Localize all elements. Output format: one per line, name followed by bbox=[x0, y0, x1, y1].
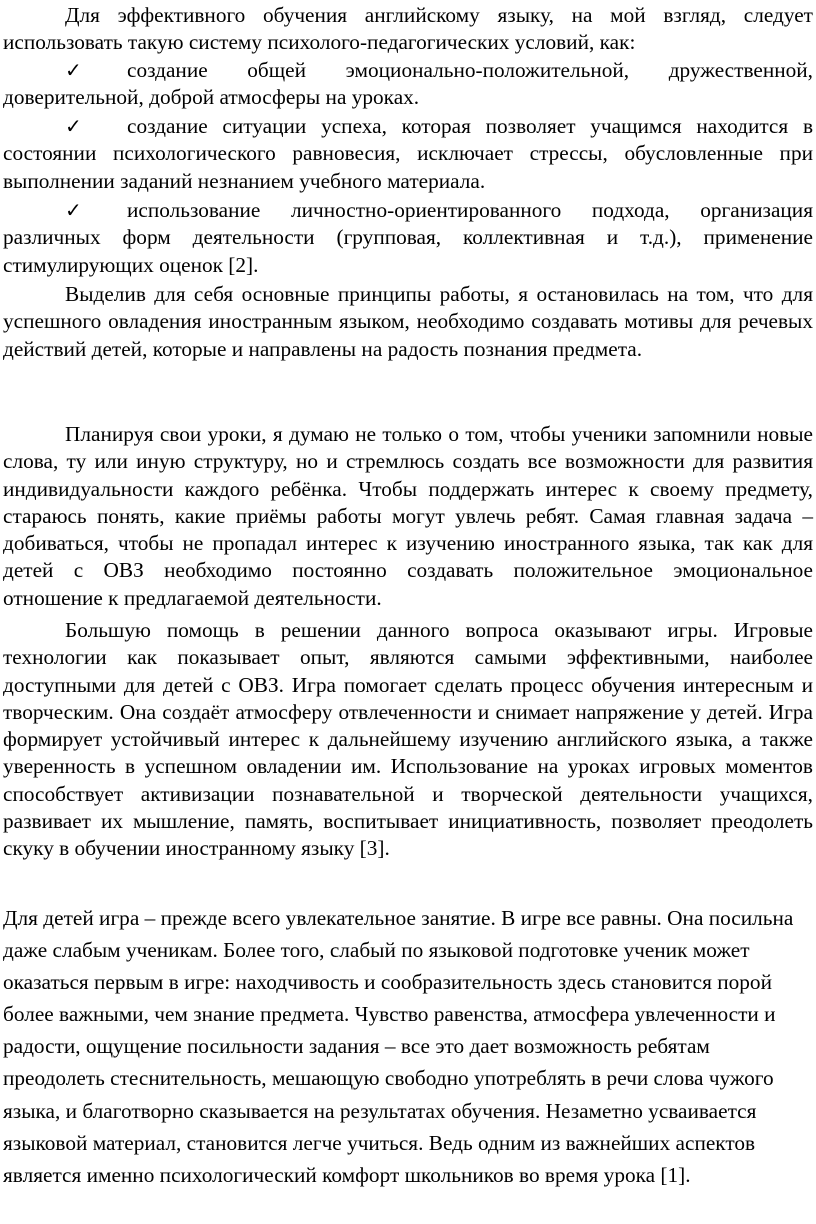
bullet-text: создание общей эмоционально-положительной, дружественной, доверительной, доброй атмосферы на уроках. bbox=[3, 58, 813, 110]
paragraph-games: Большую помощь в решении данного вопроса оказывают игры. Игровые технологии как показывает опыт, являются самыми эффективными, наиболее доступными для детей с ОВЗ. Игра помогает сделать процесс обучения интересным и творческим. Она создаёт атмосферу отвлеченности и снимает напряжение у детей. Игра формирует устойчивый интерес к дальнейшему изучению английского языка, а также уверенность в успешном овладении им. Использование на уроках игровых моментов способствует активизации познавательной и творческой деятельности учащихся, развивает их мышление, память, воспитывает инициативность, позволяет преодолеть скуку в обучении иностранному языку [3]. bbox=[3, 618, 813, 861]
paragraph-intro: Для эффективного обучения английскому языку, на мой взгляд, следует использовать такую систему психолого-педагогических условий, как: bbox=[3, 3, 813, 55]
checkmark-icon: ✓ bbox=[65, 114, 82, 138]
bullet-item-approach bbox=[3, 197, 813, 279]
paragraph-game-benefits: Для детей игра – прежде всего увлекательное занятие. В игре все равны. Она посильна даже слабым ученикам. Более того, слабый по языковой подготовке ученик может оказаться первым в игре: находчивость и сообразительность здесь становится порой более важными, чем знание предмета. Чувство равенства, атмосфера увлеченности и радости, ощущение посильности задания – все это дает возможность ребятам преодолеть стеснительность, мешающую свободно употреблять в речи слова чужого языка, и благотворно сказывается на результатах обучения. Незаметно усваивается языковой материал, становится легче учиться. Ведь одним из важнейших аспектов является именно психологический комфорт школьников во время урока [1]. bbox=[3, 906, 794, 1187]
checkmark-icon: ✓ bbox=[65, 198, 82, 222]
bullet-item-atmosphere bbox=[3, 57, 813, 112]
bullet-text: использование личностно-ориентированного подхода, организация различных форм деятельности (групповая, коллективная и т.д.), применение стимулирующих оценок [2]. bbox=[3, 198, 813, 277]
bullet-text: создание ситуации успеха, которая позволяет учащимся находится в состоянии психологического равновесия, исключает стрессы, обусловленные при выполнении заданий незнанием учебного материала. bbox=[3, 114, 813, 193]
checkmark-icon: ✓ bbox=[65, 58, 82, 82]
bullet-item-success bbox=[3, 113, 813, 195]
paragraph-principles: Выделив для себя основные принципы работы, я остановилась на том, что для успешного овладения иностранным языком, необходимо создавать мотивы для речевых действий детей, которые и направлены на радость познания предмета. bbox=[3, 282, 813, 361]
paragraph-planning: Планируя свои уроки, я думаю не только о том, чтобы ученики запомнили новые слова, ту или иную структуру, но и стремлюсь создать все возможности для развития индивидуальности каждого ребёнка. Чтобы поддержать интерес к своему предмету, стараюсь понять, какие приёмы работы могут увлечь ребят. Самая главная задача – добиваться, чтобы не пропадал интерес к изучению иностранного языка, так как для детей с ОВЗ необходимо постоянно создавать положительное эмоциональное отношение к предлагаемой деятельности. bbox=[3, 422, 813, 610]
